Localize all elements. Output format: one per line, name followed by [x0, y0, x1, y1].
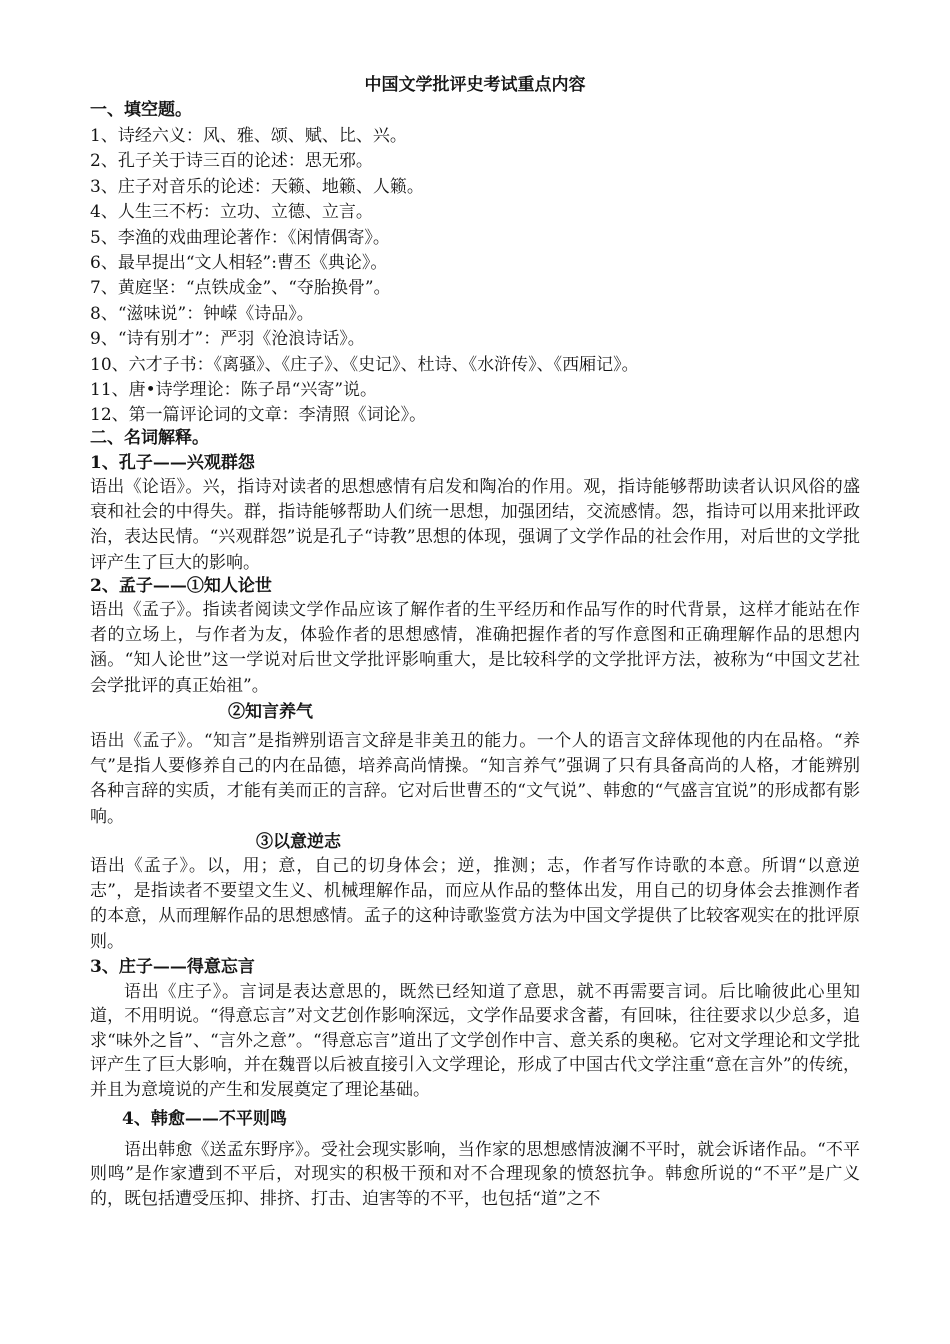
term-heading: 2、孟子——①知人论世 [90, 576, 272, 596]
term-heading: 3、庄子——得意忘言 [90, 957, 255, 977]
term-definition: 语出《孟子》。以，用；意，自己的切身体会；逆，推测；志，作者写作诗歌的本意。所谓“以意逆志”，是指读者不要望文生义、机械理解作品，而应从作品的整体出发，用自己的切身体会去推测作者的本意，从而理解作品的思想感情。孟子的这种诗歌鉴赏方法为中国文学提供了比较客观实在的批评原则。 [90, 856, 860, 952]
list-item: 2、孔子关于诗三百的论述：思无邪。 [90, 151, 373, 172]
fill-blank-list [90, 124, 639, 429]
term-definition: 语出《庄子》。言词是表达意思的，既然已经知道了意思，就不再需要言词。后比喻彼此心里知道，不用明说。“得意忘言”对文艺创作影响深远，文学作品要求含蓄，有回味，往往要求以少总多，追求“味外之旨”、“言外之意”。“得意忘言”道出了文学创作中言、意关系的奥秘。它对文学理论和文学批评产生了巨大影响，并在魏晋以后被直接引入文学理论，形成了中国古代文学注重“意在言外”的传统，并且为意境说的产生和发展奠定了理论基础。 [90, 982, 860, 1100]
list-item: 7、黄庭坚：“点铁成金”、“夺胎换骨”。 [90, 278, 391, 299]
term-definition: 语出《孟子》。“知言”是指辨别语言文辞是非美丑的能力。一个人的语言文辞体现他的内在品格。“养气”是指人要修养自己的内在品德，培养高尚情操。“知言养气”强调了只有具备高尚的人格，才能辨别各种言辞的实质，才能有美而正的言辞。它对后世曹丕的“文气说”、韩愈的“气盛言宜说”的形成都有影响。 [90, 731, 860, 827]
term-heading: 4、韩愈——不平则鸣 [122, 1109, 287, 1129]
list-item: 3、庄子对音乐的论述：天籁、地籁、人籁。 [90, 176, 424, 197]
term-heading: ③以意逆志 [256, 832, 341, 852]
term-definition: 语出韩愈《送孟东野序》。受社会现实影响，当作家的思想感情波澜不平时，就会诉诸作品。“不平则鸣”是作家遭到不平后，对现实的积极干预和对不合理现象的愤怒抗争。韩愈所说的“不平”是广义的，既包括遭受压抑、排挤、打击、迫害等的不平，也包括“道”之不 [90, 1140, 860, 1209]
term-heading: ②知言养气 [228, 702, 313, 722]
term-definition: 语出《孟子》。指读者阅读文学作品应该了解作者的生平经历和作品写作的时代背景，这样才能站在作者的立场上，与作者为友，体验作者的思想感情，准确把握作者的写作意图和正确理解作品的思想内涵。“知人论世”这一学说对后世文学批评影响重大，是比较科学的文学批评方法，被称为“中国文艺社会学批评的真正始祖”。 [90, 600, 860, 696]
term-heading: 1、孔子——兴观群怨 [90, 453, 255, 473]
list-item: 5、李渔的戏曲理论著作：《闲情偶寄》。 [90, 227, 390, 248]
list-item: 12、第一篇评论词的文章：李清照《词论》。 [90, 405, 427, 426]
list-item: 11、唐•诗学理论：陈子昂“兴寄”说。 [90, 380, 378, 401]
list-item: 10、六才子书：《离骚》、《庄子》、《史记》、杜诗、《水浒传》、《西厢记》。 [90, 354, 639, 375]
list-item: 1、诗经六义：风、雅、颂、赋、比、兴。 [90, 126, 407, 146]
section-heading-fill-blanks: 一、填空题。 [90, 100, 192, 120]
list-item: 8、“滋味说”：钟嵘《诗品》。 [90, 303, 314, 324]
list-item: 6、最早提出“文人相轻”:曹丕《典论》。 [90, 253, 388, 274]
list-item: 9、“诗有别才”：严羽《沧浪诗话》。 [90, 329, 365, 350]
term-definition: 语出《论语》。兴，指诗对读者的思想感情有启发和陶冶的作用。观，指诗能够帮助读者认识风俗的盛衰和社会的中得失。群，指诗能够帮助人们统一思想，加强团结，交流感情。怨，指诗可以用来批评政治，表达民情。“兴观群怨”说是孔子“诗教”思想的体现，强调了文学作品的社会作用，对后世的文学批评产生了巨大的影响。 [90, 477, 860, 573]
page-title: 中国文学批评史考试重点内容 [364, 75, 586, 95]
section-heading-term-definitions: 二、名词解释。 [90, 428, 209, 448]
list-item: 4、人生三不朽：立功、立德、立言。 [90, 202, 373, 223]
